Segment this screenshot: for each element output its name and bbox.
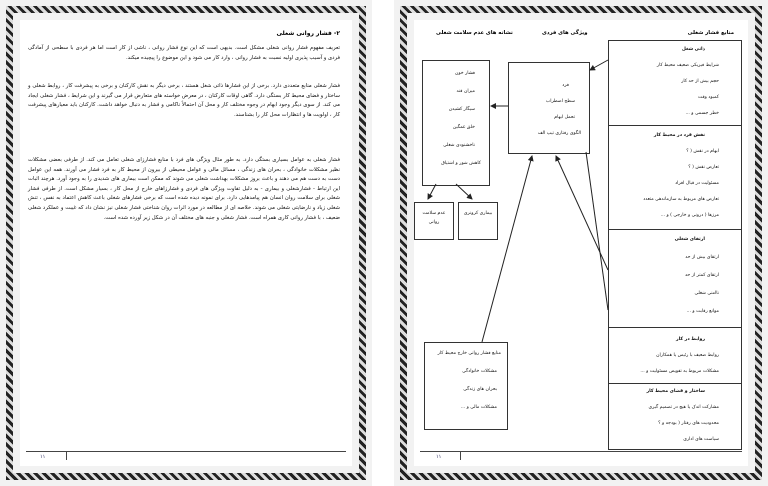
source-item: مشارکت اندک یا هیچ در تصمیم گیری bbox=[648, 405, 719, 410]
source-item: خطر جسمی و ... bbox=[685, 111, 719, 116]
outcome-coronary-label: بیماری کرونری bbox=[463, 211, 493, 216]
header-health: نشانه های عدم سلامت شغلی bbox=[436, 30, 513, 36]
health-item: کاهش شور و اشتیاق bbox=[441, 161, 481, 166]
footer-line bbox=[420, 451, 742, 452]
source-item: موانع رقابت و ... bbox=[686, 309, 719, 314]
individual-item: فرد bbox=[562, 83, 569, 88]
health-item: میزان قند bbox=[456, 89, 475, 94]
paragraph-2: فشار شغلی منابع متعددی دارد. برخی از این فشارها ذاتی شغل هستند ، برخی دیگر به نقش کارکنان و برخی به پیشرفت کار ، روابط شغلی و ساختار و فضای محیط کار بستگی دارد. گاهی اوقات کارکنان ، در معرض خواسته های متعارض قرار می گیرند و این شرایط ، فشار شغلی ایجاد می کند. از سوی دیگر وجود ابهام در وجوه مختلف کار و محل آن احتمالاً ناکامی و فشار به دنبال خواهد داشت. کارکنان باید معیارهای پیشرفت کار ، اولویت ها و انتظارات محل کار را بشناسند. bbox=[28, 83, 340, 118]
source-item: حجم بیش از حد کار bbox=[681, 79, 719, 84]
arrow-external-to-individual bbox=[482, 156, 532, 342]
source-item: کمبود وقت bbox=[697, 95, 719, 100]
individual-item: سطح اضطراب bbox=[545, 99, 575, 104]
external-item: منابع فشار روانی خارج محیط کار bbox=[437, 351, 501, 356]
source-item: مسئولیت در قبال افراد bbox=[675, 181, 719, 186]
external-item: مشکلات مالی و ... bbox=[460, 405, 497, 410]
source-item: سیاست های اداری bbox=[683, 437, 719, 442]
page-number: ۱۱ bbox=[436, 454, 442, 460]
source-title-1: ذاتی شغل bbox=[681, 47, 705, 52]
arrow-health-to-mental bbox=[428, 184, 436, 199]
right-page-content bbox=[414, 20, 748, 466]
source-item: ناامنی شغلی bbox=[694, 291, 719, 296]
outcome-mental-label: عدم سلامت روانی bbox=[422, 211, 446, 225]
source-item: ابهام در نقش ( ؟ bbox=[686, 149, 719, 154]
source-item: محدودیت های رفتار ( بودجه و ؟ bbox=[658, 421, 719, 426]
header-sources: منابع فشار شغلی bbox=[687, 30, 734, 36]
connector-line bbox=[586, 152, 608, 310]
left-page-content bbox=[20, 20, 352, 466]
arrow-sources-to-individual bbox=[590, 60, 608, 70]
footer-divider bbox=[66, 452, 67, 460]
section-heading: ۲- فشار روانی شغلی bbox=[276, 30, 340, 37]
arrow-health-to-coronary bbox=[456, 184, 472, 199]
source-title-2: نقش فرد در محیط کار bbox=[653, 133, 705, 138]
source-item: مشکلات مربوط به تفویض مسئولیت و ... bbox=[640, 369, 719, 374]
source-item: شرایط فیزیکی ضعیف محیط کار bbox=[656, 63, 719, 68]
external-item: مشکلات خانوادگی bbox=[462, 369, 497, 374]
paragraph-3: فشار شغلی به عوامل بسیاری بستگی دارد. به طور مثال ویژگی های فرد با منابع فشارزای شغلی تعامل می کند. از طرفی بعضی مشکلات نظیر مشکلات خانوادگی ، بحران های زندگی ، مسائل مالی و عوامل محیطی از بیرون از محیط کار به فرد فشار می آورند. همه این عوامل دست به دست هم می دهند و باعث بروز مشکلات بهداشت شغلی می شوند که ممکن است بیماری های شدیدی را به وجود آورد. هرچند اثبات این ارتباط - فشارشغلی و بیماری - به دلیل تفاوت ویژگی های فردی و فشارزاهای خارج از محل کار ، بسیار مشکل است. از طرفی فشار شغلی برای سلامت روان انسان هم پیامدهایی دارد. برای نمونه دیده شده است که برخی فشارهای شغلی باعث کاهش اعتماد به نفس ، تنش شغلی زیاد و نارضایتی شغلی می شوند. خلاصه ای از مطالعه در مورد اثرات روان شناختی فشار شغلی نیز نشان داد که غیبت و عملکرد شغلی ضعیف ، با فشار روانی کاری همراه است. فشار شغلی و جنبه های مختلف آن در شکل زیر آورده شده است. bbox=[28, 157, 340, 221]
health-item: سیگار کشیدن bbox=[448, 107, 475, 112]
footer-divider bbox=[460, 452, 461, 460]
source-item: تعارض های مربوط به سازماندهی متعدد bbox=[643, 197, 719, 202]
paragraph-1: تعریف مفهوم فشار روانی شغلی مشکل است. بدیهی است که این نوع فشار روانی ، ناشی از کار است اما هر فردی با سطحی از آمادگی فردی و آسیب پذیری اولیه نسبت به فشار روانی ، وارد کار می شود و این موضوع را پیچیده میکند. bbox=[28, 45, 340, 61]
right-page bbox=[394, 0, 768, 486]
diagram-arrows bbox=[414, 20, 748, 466]
individual-item: تحمل ابهام bbox=[554, 115, 575, 120]
source-item: ارتقای بیش از حد bbox=[685, 255, 719, 260]
source-title-5: ساختار و فضای محیط کار bbox=[646, 389, 705, 394]
source-title-4: روابط در کار bbox=[676, 337, 705, 342]
left-page bbox=[0, 0, 372, 486]
header-individual: ویژگی های فردی bbox=[542, 30, 588, 36]
source-item: مرزها ( درونی و خارجی ) و ... bbox=[660, 213, 719, 218]
source-item: ارتقای کمتر از حد bbox=[685, 273, 719, 278]
health-item: ناخشنودی شغلی bbox=[443, 143, 475, 148]
source-title-3: ارتقای شغلی bbox=[674, 237, 705, 242]
footer-line bbox=[26, 451, 346, 452]
external-item: بحران های زندگی bbox=[463, 387, 497, 392]
page-number: ۱۱ bbox=[40, 454, 46, 460]
health-item: خلق غمگین bbox=[452, 125, 475, 130]
source-item: روابط ضعیف با رئیس یا همکاران bbox=[656, 353, 719, 358]
individual-item: الگوی رفتاری تیپ الف bbox=[537, 131, 581, 136]
health-item: فشار خون bbox=[455, 71, 475, 76]
source-item: تعارض نقش ( ؟ bbox=[688, 165, 719, 170]
